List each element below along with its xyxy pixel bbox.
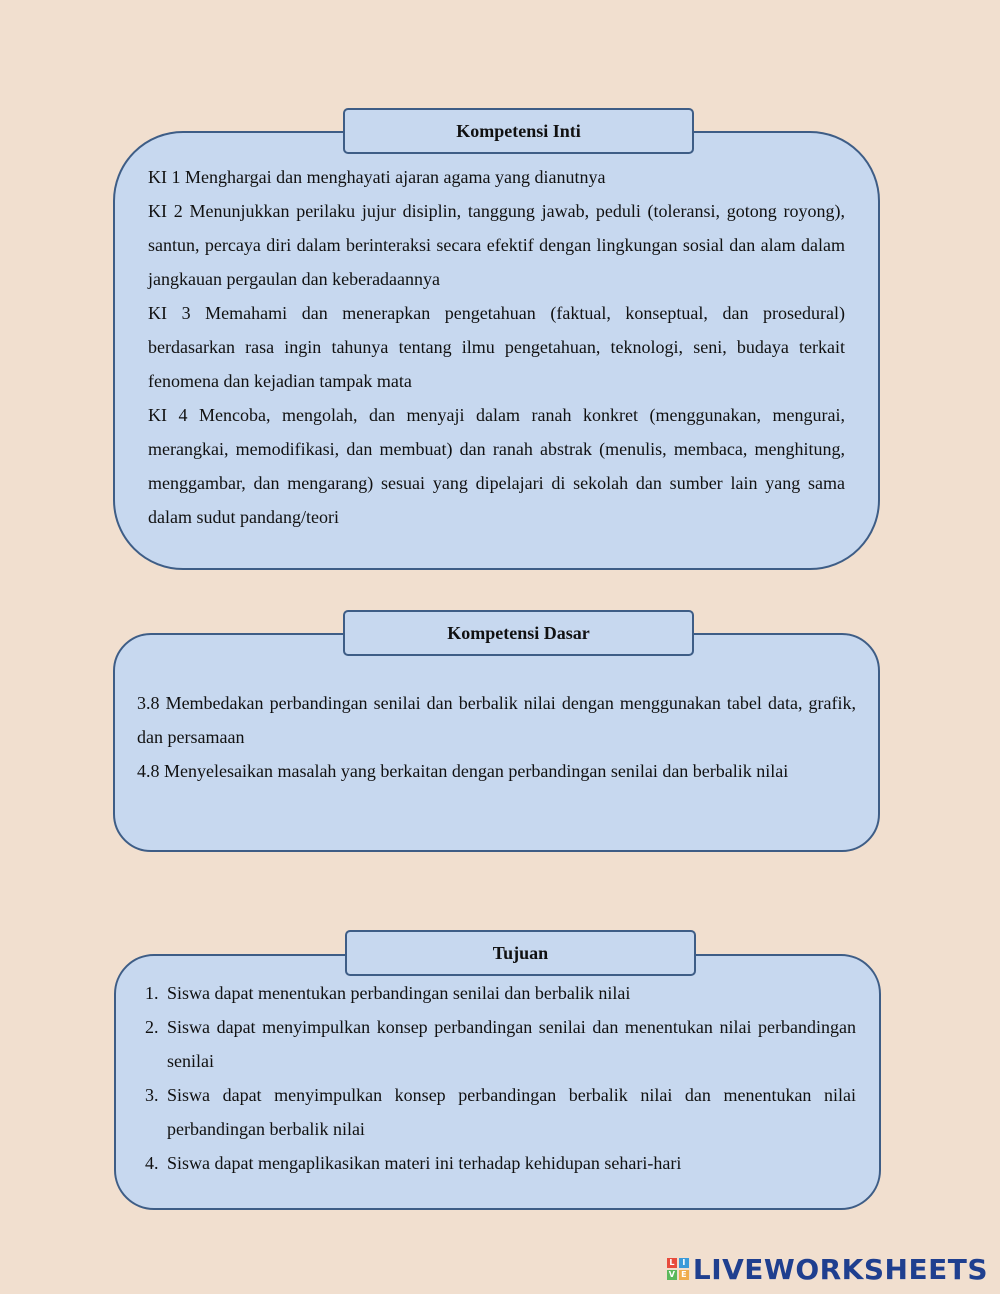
tujuan-text bbox=[137, 976, 856, 1180]
kompetensi-inti-text bbox=[148, 160, 845, 534]
logo-letter: E bbox=[679, 1270, 689, 1280]
kd-item: 3.8 Membedakan perbandingan senilai dan berbalik nilai dengan menggunakan tabel data, grafik, dan persamaan bbox=[137, 693, 856, 747]
ki-item: KI 2 Menunjukkan perilaku jujur disiplin, tanggung jawab, peduli (toleransi, gotong royong), santun, percaya diri dalam berinteraksi secara efektif dengan lingkungan sosial dan alam dalam jangkauan pergaulan dan keberadaannya bbox=[148, 201, 845, 289]
liveworksheets-logo[interactable] bbox=[667, 1252, 988, 1286]
tujuan-item: 4. Siswa dapat mengaplikasikan materi ini terhadap kehidupan sehari-hari bbox=[163, 1146, 856, 1180]
tujuan-item: 1. Siswa dapat menentukan perbandingan senilai dan berbalik nilai bbox=[163, 976, 856, 1010]
tujuan-item: 3. Siswa dapat menyimpulkan konsep perbandingan berbalik nilai dan menentukan nilai perbandingan berbalik nilai bbox=[163, 1078, 856, 1146]
ki-item: KI 3 Memahami dan menerapkan pengetahuan (faktual, konseptual, dan prosedural) berdasarkan rasa ingin tahunya tentang ilmu pengetahuan, teknologi, seni, budaya terkait fenomena dan kejadian tampak mata bbox=[148, 303, 845, 391]
tujuan-item: 2. Siswa dapat menyimpulkan konsep perbandingan senilai dan menentukan nilai perbandingan senilai bbox=[163, 1010, 856, 1078]
kompetensi-dasar-text bbox=[137, 686, 856, 788]
ki-item: KI 4 Mencoba, mengolah, dan menyaji dalam ranah konkret (menggunakan, mengurai, merangkai, memodifikasi, dan membuat) dan ranah abstrak (menulis, membaca, menghitung, menggambar, dan mengarang) sesuai yang dipelajari di sekolah dan sumber lain yang sama dalam sudut pandang/teori bbox=[148, 405, 845, 527]
kompetensi-inti-title: Kompetensi Inti bbox=[343, 108, 694, 154]
logo-letter: L bbox=[667, 1258, 677, 1268]
logo-blocks-icon bbox=[667, 1258, 689, 1280]
tujuan-list bbox=[137, 976, 856, 1180]
logo-letter: I bbox=[679, 1258, 689, 1268]
kompetensi-dasar-title: Kompetensi Dasar bbox=[343, 610, 694, 656]
logo-text: LIVEWORKSHEETS bbox=[692, 1252, 988, 1286]
logo-letter: V bbox=[668, 1270, 675, 1279]
ki-item: KI 1 Menghargai dan menghayati ajaran agama yang dianutnya bbox=[148, 167, 606, 187]
tujuan-title: Tujuan bbox=[345, 930, 696, 976]
kd-item: 4.8 Menyelesaikan masalah yang berkaitan dengan perbandingan senilai dan berbalik nilai bbox=[137, 761, 789, 781]
